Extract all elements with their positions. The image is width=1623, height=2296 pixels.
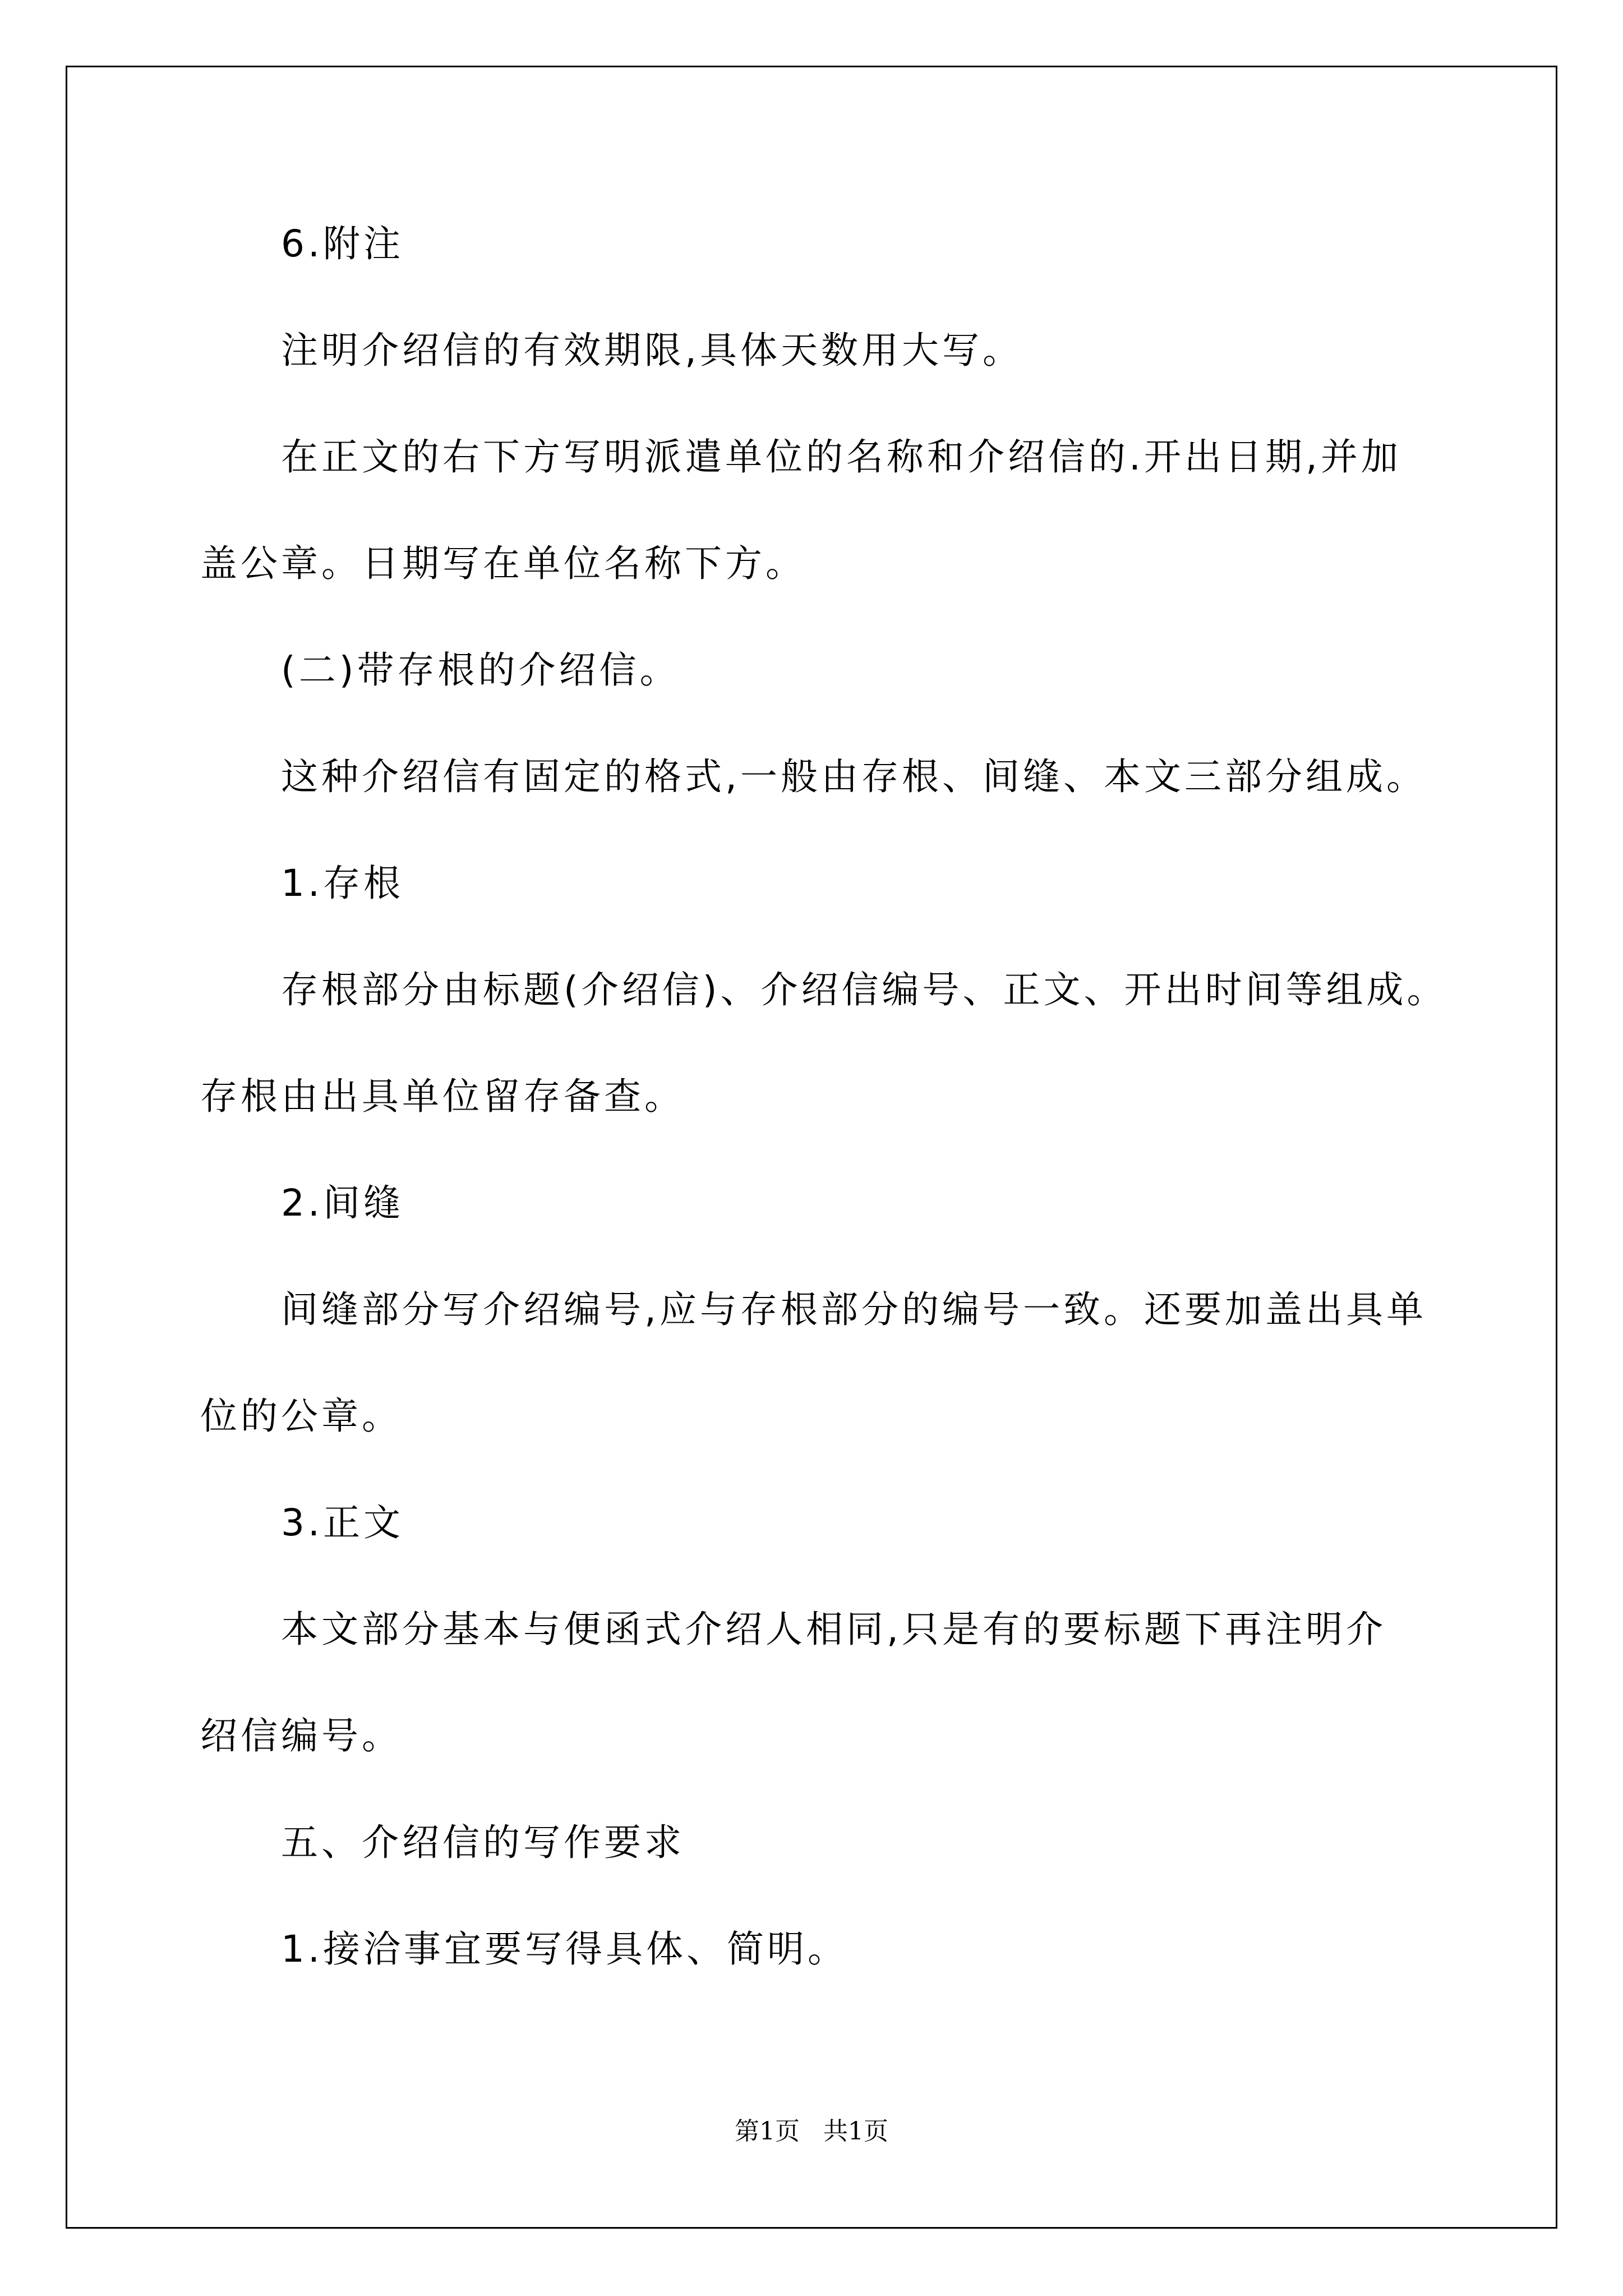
paragraph-line: 存根由出具单位留存备查。 [200, 1075, 685, 1118]
heading-stub: 1.存根 [281, 862, 404, 905]
heading-writing-requirements: 五、介绍信的写作要求 [281, 1821, 685, 1864]
paragraph-line: 位的公章。 [200, 1395, 402, 1438]
page-frame [66, 66, 1557, 2229]
paragraph-line: 间缝部分写介绍编号,应与存根部分的编号一致。还要加盖出具单 [281, 1288, 1427, 1331]
paragraph-line: 这种介绍信有固定的格式,一般由存根、间缝、本文三部分组成。 [281, 755, 1427, 798]
paragraph-line: 1.接洽事宜要写得具体、简明。 [281, 1927, 848, 1971]
paragraph-line: 盖公章。日期写在单位名称下方。 [200, 542, 806, 585]
paragraph-line: 在正文的右下方写明派遣单位的名称和介绍信的.开出日期,并加 [281, 435, 1401, 478]
heading-attachment-note: 6.附注 [281, 222, 404, 265]
paragraph-line: 存根部分由标题(介绍信)、介绍信编号、正文、开出时间等组成。 [281, 968, 1447, 1011]
paragraph-line: 注明介绍信的有效期限,具体天数用大写。 [281, 329, 1023, 372]
paragraph-line: 本文部分基本与便函式介绍人相同,只是有的要标题下再注明介 [281, 1608, 1386, 1651]
heading-seam: 2.间缝 [281, 1181, 404, 1225]
paragraph-line: 绍信编号。 [200, 1714, 402, 1757]
page-number-footer: 第1页 共1页 [735, 2117, 888, 2146]
heading-stub-letter: (二)带存根的介绍信。 [281, 648, 680, 692]
heading-body: 3.正文 [281, 1501, 404, 1544]
